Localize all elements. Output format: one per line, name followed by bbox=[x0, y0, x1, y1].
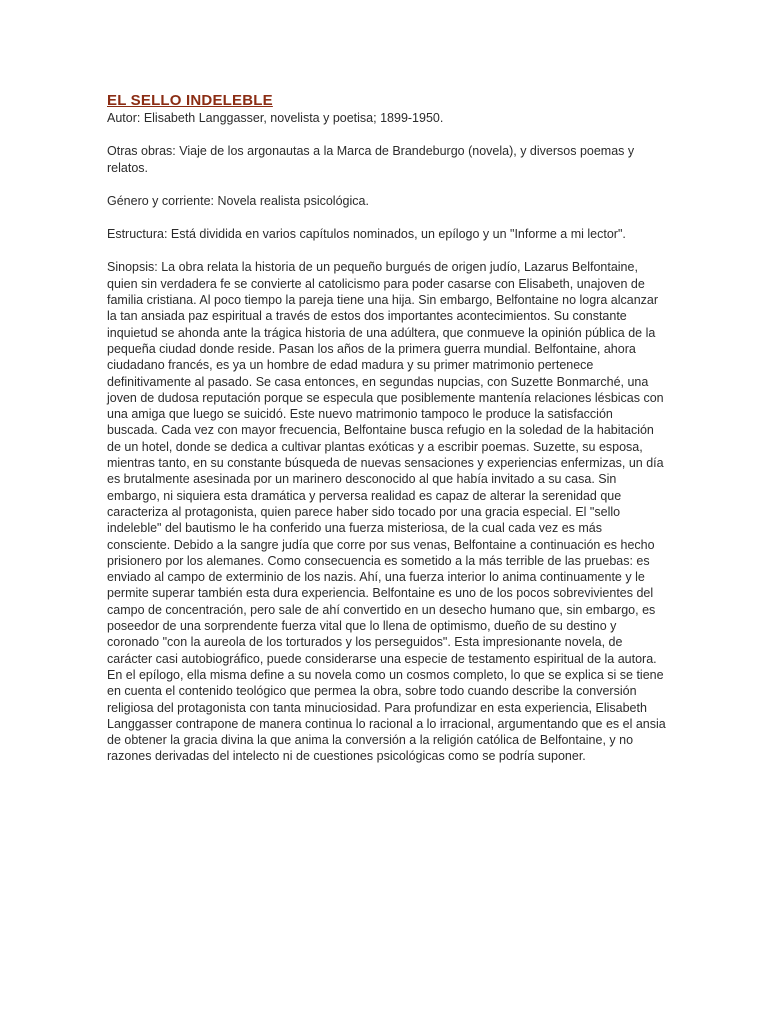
other-works-paragraph: Otras obras: Viaje de los argonautas a la Marca de Brandeburgo (novela), y diversos poemas y relatos. bbox=[107, 144, 635, 175]
page-title: EL SELLO INDELEBLE bbox=[107, 92, 273, 109]
structure-paragraph: Estructura: Está dividida en varios capítulos nominados, un epílogo y un "Informe a mi lector". bbox=[107, 227, 626, 242]
author-line: Autor: Elisabeth Langgasser, novelista y poetisa; 1899-1950. bbox=[107, 111, 444, 125]
document-body bbox=[107, 92, 667, 765]
synopsis-paragraph: Sinopsis: La obra relata la historia de un pequeño burgués de origen judío, Lazarus Belfontaine, quien sin verdadera fe se convierte al catolicismo para poder casarse con Elisabeth, unajoven de familia cristiana. Al poco tiempo la pareja tiene una hija. Sin embargo, Belfontaine no logra alcanzar la tan ansiada paz espiritual a través de estos dos importantes acontecimientos. Su constante inquietud se ahonda ante la trágica historia de una adúltera, que conmueve la opinión pública de la pequeña ciudad donde reside. Pasan los años de la primera guerra mundial. Belfontaine, ahora ciudadano francés, es ya un hombre de edad madura y su primer matrimonio pertenece definitivamente al pasado. Se casa entonces, en segundas nupcias, con Suzette Bonmarché, una joven de dudosa reputación porque se especula que posiblemente mantenía relaciones lésbicas con una amiga que luego se suicidó. Este nuevo matrimonio tampoco le produce la satisfacción buscada. Cada vez con mayor frecuencia, Belfontaine busca refugio en la soledad de la habitación de un hotel, donde se dedica a cultivar plantas exóticas y a escribir poemas. Suzette, su esposa, mientras tanto, en su constante búsqueda de nuevas sensaciones y experiencias enfermizas, un día es brutalmente asesinada por un marinero desconocido al que había invitado a su casa. Sin embargo, ni siquiera esta dramática y perversa realidad es capaz de alterar la serenidad que caracteriza al protagonista, quien parece haber sido tocado por una gracia especial. El "sello indeleble" del bautismo le ha conferido una fuerza misteriosa, de la cual cada vez es más consciente. Debido a la sangre judía que corre por sus venas, Belfontaine a continuación es hecho prisionero por los alemanes. Como consecuencia es sometido a la más terrible de las pruebas: es enviado al campo de exterminio de los nazis. Ahí, una fuerza interior lo anima continuamente y le permite superar también esta dura experiencia. Belfontaine es uno de los pocos sobrevivientes del campo de concentración, pero sale de ahí convertido en un desecho humano que, sin embargo, es poseedor de una sorprendente fuerza vital que lo llena de optimismo, dueño de su destino y coronado "con la aureola de los torturados y los perseguidos". Esta impresionante novela, de carácter casi autobiográfico, puede considerarse una especie de testamento espiritual de la autora. En el epílogo, ella misma define a su novela como un cosmos completo, lo que se explica si se tiene en cuenta el contenido teológico que permea la obra, sobre todo cuando describe la conversión religiosa del protagonista con tanta minuciosidad. Para profundizar en esta experiencia, Elisabeth Langgasser contrapone de manera continua lo racional a lo irracional, argumentando que es el ansia de obtener la gracia divina la que anima la conversión a la religión católica de Belfontaine, y no razones derivadas del intelecto ni de cuestiones psicológicas como se podría suponer. bbox=[107, 260, 666, 764]
genre-paragraph: Género y corriente: Novela realista psicológica. bbox=[107, 193, 369, 208]
